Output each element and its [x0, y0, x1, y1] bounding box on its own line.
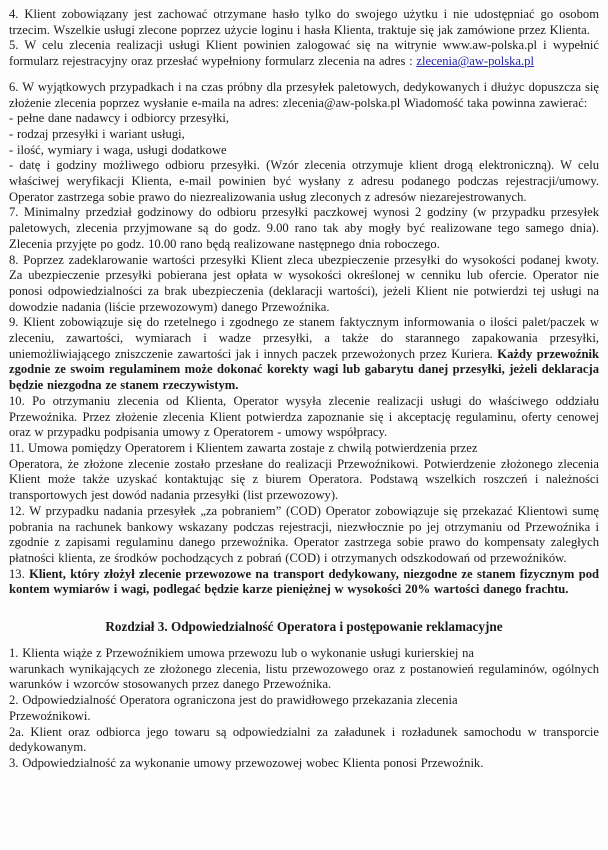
paragraph-12: 12. W przypadku nadania przesyłek „za pobraniem” (COD) Operator zobowiązuje się przekazać Klientowi sumę pobrania na rachunek bankowy wskazany podczas rejestracji, niezwłocznie po jej otrzymaniu od Przewoźnika i zgodnie z zapisami regulaminu danego przewoźnika. Operator zastrzega sobie prawo do kompensaty zaległych płatności klienta, ze środków pochodzących z pobrań (COD) i otrzymanych odszkodowań od przewoźników.: [9, 503, 599, 565]
bullet-item-4: - datę i godziny możliwego odbioru przesyłki. (Wzór zlecenia otrzymuje klient drogą elektroniczną). W celu właściwej weryfikacji Klienta, e-mail powinien być wysłany z adresu podanego podczas rejestracji/umowy. Operator zastrzega sobie prawo do niezrealizowania usług zleconych z adresów niezarejestrowanych.: [9, 158, 599, 204]
paragraph-11-line1: 11. Umowa pomiędzy Operatorem i Klientem zawarta zostaje z chwilą potwierdzenia przez: [9, 440, 478, 455]
paragraph-8: 8. Poprzez zadeklarowanie wartości przesyłki Klient zleca ubezpieczenie przesyłki do wysokości podanej kwoty. Za ubezpieczenie przesyłki pobierana jest opłata w wysokości określonej w cenniku lub ofercie. Operator nie ponosi odpowiedzialności za brak ubezpieczenia (deklaracji wartości), jeżeli Klient nie potwierdzi tej usługi na dowodzie nadania (liście przewozowym) danego Przewoźnika.: [9, 252, 599, 314]
c3-paragraph-2-line1: 2. Odpowiedzialność Operatora ograniczona jest do prawidłowego przekazania zlecenia: [9, 693, 458, 708]
paragraph-9-text: 9. Klient zobowiązuje się do rzetelnego i zgodnego ze stanem faktycznym informowania o ilości palet/paczek w zleceniu, zawartości, wymiarach i wadze przesyłki, a także do starannego zapakowania przesyłki, uniemożliwiającego zniszczenie zawartości jak i innych paczek przewożonych przez Kuriera.: [9, 315, 599, 361]
paragraph-6-intro: 6. W wyjątkowych przypadkach i na czas próbny dla przesyłek paletowych, dedykowanych i dłużyc dopuszcza się złożenie zlecenia poprzez wysłanie e-maila na adres: zlecenia@aw-polska.pl Wiadomość taka powinna zawierać:: [9, 79, 599, 110]
c3-paragraph-2a: 2a. Klient oraz odbiorca jego towaru są odpowiedzialni za załadunek i rozładunek samochodu w transporcie dedykowanym.: [9, 724, 599, 755]
paragraph-10: 10. Po otrzymaniu zlecenia od Klienta, Operator wysyła zlecenie realizacji usługi do właściwego oddziału Przewoźnika. Przez złożenie zlecenia Klient potwierdza zapoznanie się i akceptację regulaminu, oferty cenowej oraz w przypadku podpisania umowy z Operatorem - umowy współpracy.: [9, 393, 599, 440]
paragraph-9-bold-clause: Każdy przewoźnik zgodnie ze swoim regulaminem może dokonać korekty wagi lub gabarytu danej przesyłki, jeżeli deklaracja będzie niezgodna ze stanem rzeczywistym.: [9, 346, 599, 393]
paragraph-4: 4. Klient zobowiązany jest zachować otrzymane hasło tylko do swojego użytku i nie udostępniać go osobom trzecim. Wszelkie usługi zlecone poprzez użycie loginu i hasła Klienta, traktuje się jak zamówione przez Klienta.: [9, 7, 599, 37]
bullet-item-2: - rodzaj przesyłki i wariant usługi,: [9, 126, 185, 141]
paragraph-9: [9, 315, 599, 394]
blank-line: [9, 635, 599, 646]
paragraph-13-bold-clause: Klient, który złożył zlecenie przewozowe na transport dedykowany, niezgodne ze stanem fizycznym pod kontem wymiarów i wagi, podlegać będzie karze pieniężnej w wysokości 20% wartości danego frachtu.: [9, 566, 599, 597]
c3-paragraph-3: 3. Odpowiedzialność za wykonanie umowy przewozowej wobec Klienta ponosi Przewoźnik.: [9, 755, 484, 770]
c3-paragraph-1-line1: 1. Klienta wiąże z Przewoźnikiem umowa przewozu lub o wykonanie usługi kurierskiej na: [9, 646, 474, 661]
chapter-heading: Rozdział 3. Odpowiedzialność Operatora i postępowanie reklamacyjne: [105, 619, 503, 635]
email-link[interactable]: zlecenia@aw-polska.pl: [416, 54, 534, 69]
blank-line: [9, 70, 599, 80]
paragraph-13-number: 13.: [9, 566, 30, 581]
c3-paragraph-2-line2: Przewoźnikowi.: [9, 708, 91, 723]
paragraph-7: 7. Minimalny przedział godzinowy do odbioru przesyłki paczkowej wynosi 2 godziny (w przypadku przesyłek paletowych, zlecenia przyjmowane są do godz. 9.00 rano tak aby mogły być realizowane tego samego dnia). Zlecenia przyjęte po godz. 10.00 rano będą realizowane następnego dnia roboczego.: [9, 205, 599, 251]
paragraph-5: [9, 38, 599, 69]
c3-paragraph-1-rest: warunkach wynikających ze złożonego zlecenia, listu przewozowego oraz z postanowień regulaminów, ogólnych warunków i wzorców stosowanych przez danego Przewoźnika.: [9, 661, 599, 692]
blank-line: [9, 598, 599, 619]
paragraph-11-rest: Operatora, że złożone zlecenie zostało przesłane do realizacji Przewoźnikowi. Potwierdzenie złożonego zlecenia Klient może także uzyskać kontaktując się z biurem Operatora. Podstawą wszelkich roszczeń i należności transportowych jest dowód nadania przesyłki (list przewozowy).: [9, 456, 599, 503]
bullet-item-3: - ilość, wymiary i waga, usługi dodatkowe: [9, 142, 227, 157]
bullet-item-1: - pełne dane nadawcy i odbiorcy przesyłki,: [9, 111, 230, 126]
paragraph-13: [9, 567, 599, 598]
paragraph-5-text: 5. W celu zlecenia realizacji usługi Klient powinien zalogować się na witrynie www.aw-polska.pl i wypełnić formularz rejestracyjny oraz przesłać wypełniony formularz zlecenia na adres :: [9, 38, 599, 69]
